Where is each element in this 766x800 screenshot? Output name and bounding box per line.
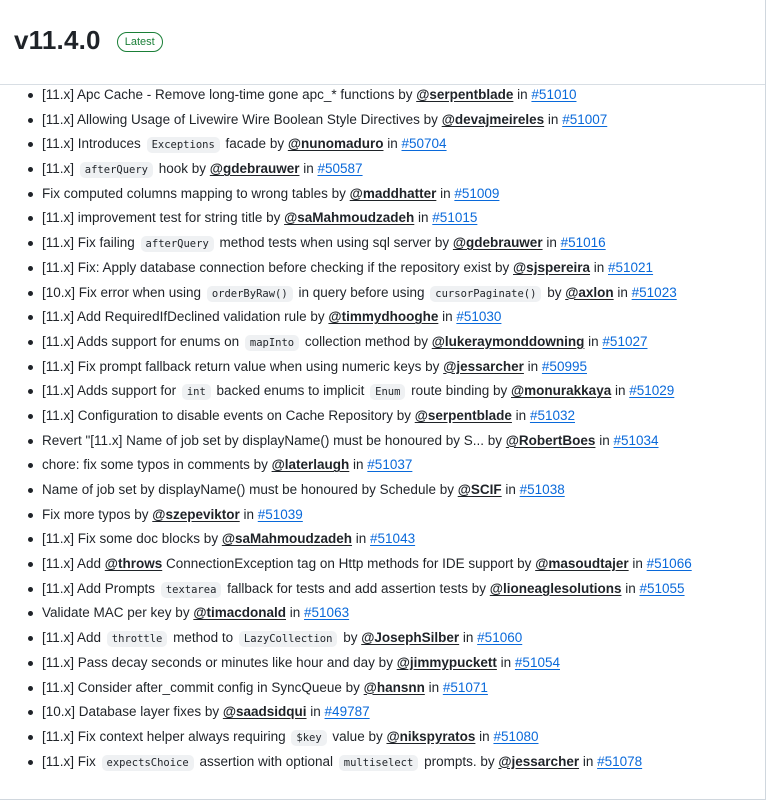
release-note-item [26,281,765,306]
pull-request-link[interactable]: #51060 [477,630,523,646]
note-text: [11.x] improvement test for string title by [42,210,285,226]
inline-code: orderByRaw() [207,286,293,302]
user-mention-link[interactable]: @jessarcher [498,753,580,769]
release-note-item [26,83,765,108]
note-text: in [501,482,520,497]
inline-code: $key [291,730,326,746]
user-mention-link[interactable]: @maddhatter [349,185,437,201]
note-text: in [352,531,371,547]
note-text: in query before using [294,284,429,300]
inline-code: int [182,384,211,400]
note-text: route binding by [407,383,511,399]
note-text: [10.x] Database layer fixes by [42,704,223,720]
note-text: method tests when using sql server by [215,235,453,251]
pull-request-link[interactable]: #51023 [631,284,677,300]
release-note-item [26,256,765,281]
user-mention-link[interactable]: @throws [104,556,163,572]
note-text: [11.x] Fix failing [42,235,139,251]
note-text: collection method by [301,333,432,349]
pull-request-link[interactable]: #51016 [560,235,606,251]
release-note-item [26,429,765,454]
note-text: in [424,679,443,695]
note-text: [11.x] Configuration to disable events on Cache Repository by [42,407,415,423]
user-mention-link[interactable]: @lioneaglesolutions [489,580,622,596]
pull-request-link[interactable]: #51038 [519,482,565,497]
release-header [0,0,765,85]
release-note-item [26,503,765,528]
user-mention-link[interactable]: @RobertBoes [505,432,596,448]
note-text: hook by [155,161,210,177]
release-note-item [26,231,765,256]
user-mention-link[interactable]: @lukeraymonddowning [431,333,585,349]
user-mention-link[interactable]: @axlon [565,284,614,300]
inline-code: LazyCollection [239,631,338,647]
inline-code: throttle [107,631,168,647]
pull-request-link[interactable]: #51080 [493,728,539,744]
pull-request-link[interactable]: #51066 [646,556,692,572]
note-text: [11.x] Adds support for [42,383,180,399]
note-text: in [436,185,455,201]
note-text: assertion with optional [195,753,337,769]
note-text: [11.x] Fix: Apply database connection before checking if the repository exist by [42,259,514,275]
note-text: [11.x] Pass decay seconds or minutes like hour and day by [42,654,397,670]
note-text: Name of job set by displayName() must be honoured by Schedule by [42,482,458,497]
note-text: in [542,235,561,251]
release-note-item [26,527,765,552]
user-mention-link[interactable]: @jessarcher [443,358,524,374]
user-mention-link[interactable]: @timmydhooghe [328,309,439,325]
pull-request-link[interactable]: #51029 [629,383,675,399]
note-text: [11.x] [42,161,78,177]
pull-request-link[interactable]: #51043 [370,531,416,547]
user-mention-link[interactable]: @nikspyratos [386,728,476,744]
note-text: in [584,333,603,349]
pull-request-link[interactable]: #50704 [401,136,447,152]
note-text: backed enums to implicit [212,383,369,399]
release-note-item [26,108,765,133]
pull-request-link[interactable]: #51078 [597,753,643,769]
release-note-item [26,305,765,330]
pull-request-link[interactable]: #51021 [608,259,654,275]
note-text: [11.x] Add Prompts [42,580,159,596]
inline-code: afterQuery [141,236,214,252]
note-text: prompts. by [420,753,499,769]
release-note-item [26,330,765,355]
pull-request-link[interactable]: #51055 [639,580,685,596]
note-text: in [513,87,532,102]
inline-code: expectsChoice [102,755,194,771]
note-text: fallback for tests and add assertion tests by [223,580,490,596]
note-text: ConnectionException tag on Http methods for IDE support by [162,556,536,572]
pull-request-link[interactable]: #51063 [304,605,350,621]
inline-code: multiselect [339,755,419,771]
pull-request-link[interactable]: #51007 [562,111,608,127]
release-note-item [26,750,765,775]
pull-request-link[interactable]: #51010 [531,87,577,102]
pull-request-link[interactable]: #51034 [613,432,659,448]
inline-code: Exceptions [147,137,220,153]
release-note-item [26,182,765,207]
user-mention-link[interactable]: @monurakkaya [511,383,612,399]
user-mention-link[interactable]: @JosephSilber [361,630,460,646]
note-text: method to [169,630,237,646]
release-note-item [26,355,765,380]
note-text: [11.x] Fix prompt fallback return value when using numeric keys by [42,358,444,374]
note-text: [11.x] Consider after_commit config in SyncQueue by [42,679,364,695]
release-note-item [26,651,765,676]
note-text: [11.x] Fix [42,753,100,769]
inline-code: textarea [161,582,222,598]
pull-request-link[interactable]: #51030 [456,309,502,325]
pull-request-link[interactable]: #50995 [541,358,587,374]
note-text: in [523,358,542,374]
user-mention-link[interactable]: @sjspereira [513,259,590,275]
note-text: Fix more typos by [42,506,153,522]
note-text: Fix computed columns mapping to wrong tables by [42,185,350,201]
pull-request-link[interactable]: #51009 [454,185,500,201]
user-mention-link[interactable]: @laterlaugh [271,457,350,473]
note-text: Validate MAC per key by [42,605,194,621]
user-mention-link[interactable]: @hansnn [363,679,425,695]
note-text: [10.x] Fix error when using [42,284,205,300]
note-text: [11.x] Adds support for enums on [42,333,243,349]
note-text: in [511,407,530,423]
note-text: value by [328,728,387,744]
user-mention-link[interactable]: @saadsidqui [222,704,307,720]
note-text: in [579,753,598,769]
user-mention-link[interactable]: @timacdonald [193,605,287,621]
pull-request-link[interactable]: #51054 [514,654,560,670]
user-mention-link[interactable]: @jimmypuckett [396,654,497,670]
user-mention-link[interactable]: @serpentblade [416,87,514,102]
release-note-item [26,725,765,750]
note-text: in [613,284,632,300]
note-text: in [349,457,368,473]
user-mention-link[interactable]: @saMahmoudzadeh [284,210,415,226]
release-note-item [26,700,765,725]
note-text: facade by [221,136,288,152]
note-text: [11.x] Add [42,556,105,572]
note-text: by [543,284,566,300]
release-note-item [26,601,765,626]
latest-badge: Latest [117,32,163,52]
release-note-item [26,478,765,503]
note-text: in [628,556,647,572]
release-note-item [26,404,765,429]
release-note-item [26,453,765,478]
note-text: [11.x] Fix some doc blocks by [42,531,222,547]
user-mention-link[interactable]: @gdebrauwer [209,161,300,177]
release-note-item [26,552,765,577]
note-text: in [589,259,608,275]
user-mention-link[interactable]: @serpentblade [414,407,512,423]
note-text: in [496,654,515,670]
user-mention-link[interactable]: @devajmeireles [441,111,545,127]
user-mention-link[interactable]: @szepeviktor [152,506,240,522]
note-text: in [621,580,640,596]
note-text: in [414,210,433,226]
user-mention-link[interactable]: @saMahmoudzadeh [221,531,353,547]
release-notes-list [26,83,765,774]
release-note-item [26,157,765,182]
note-text: [11.x] Introduces [42,136,145,152]
release-note-item [26,626,765,651]
pull-request-link[interactable]: #51027 [602,333,648,349]
pull-request-link[interactable]: #49787 [324,704,370,720]
note-text: chore: fix some typos in comments by [42,457,272,473]
release-note-item [26,379,765,404]
note-text: in [239,506,258,522]
pull-request-link[interactable]: #51039 [257,506,303,522]
pull-request-link[interactable]: #51037 [367,457,413,473]
user-mention-link[interactable]: @masoudtajer [535,556,629,572]
release-note-item [26,132,765,157]
pull-request-link[interactable]: #51015 [432,210,478,226]
note-text: in [595,432,614,448]
note-text: in [299,161,318,177]
user-mention-link[interactable]: @gdebrauwer [452,235,543,251]
note-text: in [286,605,305,621]
note-text: [11.x] Fix context helper always requiring [42,728,290,744]
note-text: [11.x] Add [42,630,105,646]
note-text: Revert "[11.x] Name of job set by displayName() must be honoured by S... by [42,432,506,448]
inline-code: afterQuery [80,162,153,178]
release-title[interactable]: v11.4.0 [14,24,101,55]
user-mention-link[interactable]: @nunomaduro [287,136,384,152]
inline-code: Enum [370,384,405,400]
release-note-item [26,676,765,701]
inline-code: mapInto [245,335,299,351]
pull-request-link[interactable]: #51032 [529,407,575,423]
note-text: in [459,630,478,646]
release-note-item [26,577,765,602]
pull-request-link[interactable]: #51071 [442,679,488,695]
note-text: in [383,136,402,152]
note-text: [11.x] Add RequiredIfDeclined validation rule by [42,309,329,325]
release-note-item [26,206,765,231]
note-text: [11.x] Apc Cache - Remove long-time gone apc_* functions by [42,87,417,102]
user-mention-link[interactable]: @SCIF [457,482,502,497]
inline-code: cursorPaginate() [430,286,541,302]
pull-request-link[interactable]: #50587 [317,161,363,177]
note-text: in [306,704,325,720]
note-text: in [544,111,563,127]
note-text: by [339,630,362,646]
note-text: in [475,728,494,744]
note-text: in [438,309,457,325]
note-text: [11.x] Allowing Usage of Livewire Wire Boolean Style Directives by [42,111,442,127]
note-text: in [611,383,630,399]
